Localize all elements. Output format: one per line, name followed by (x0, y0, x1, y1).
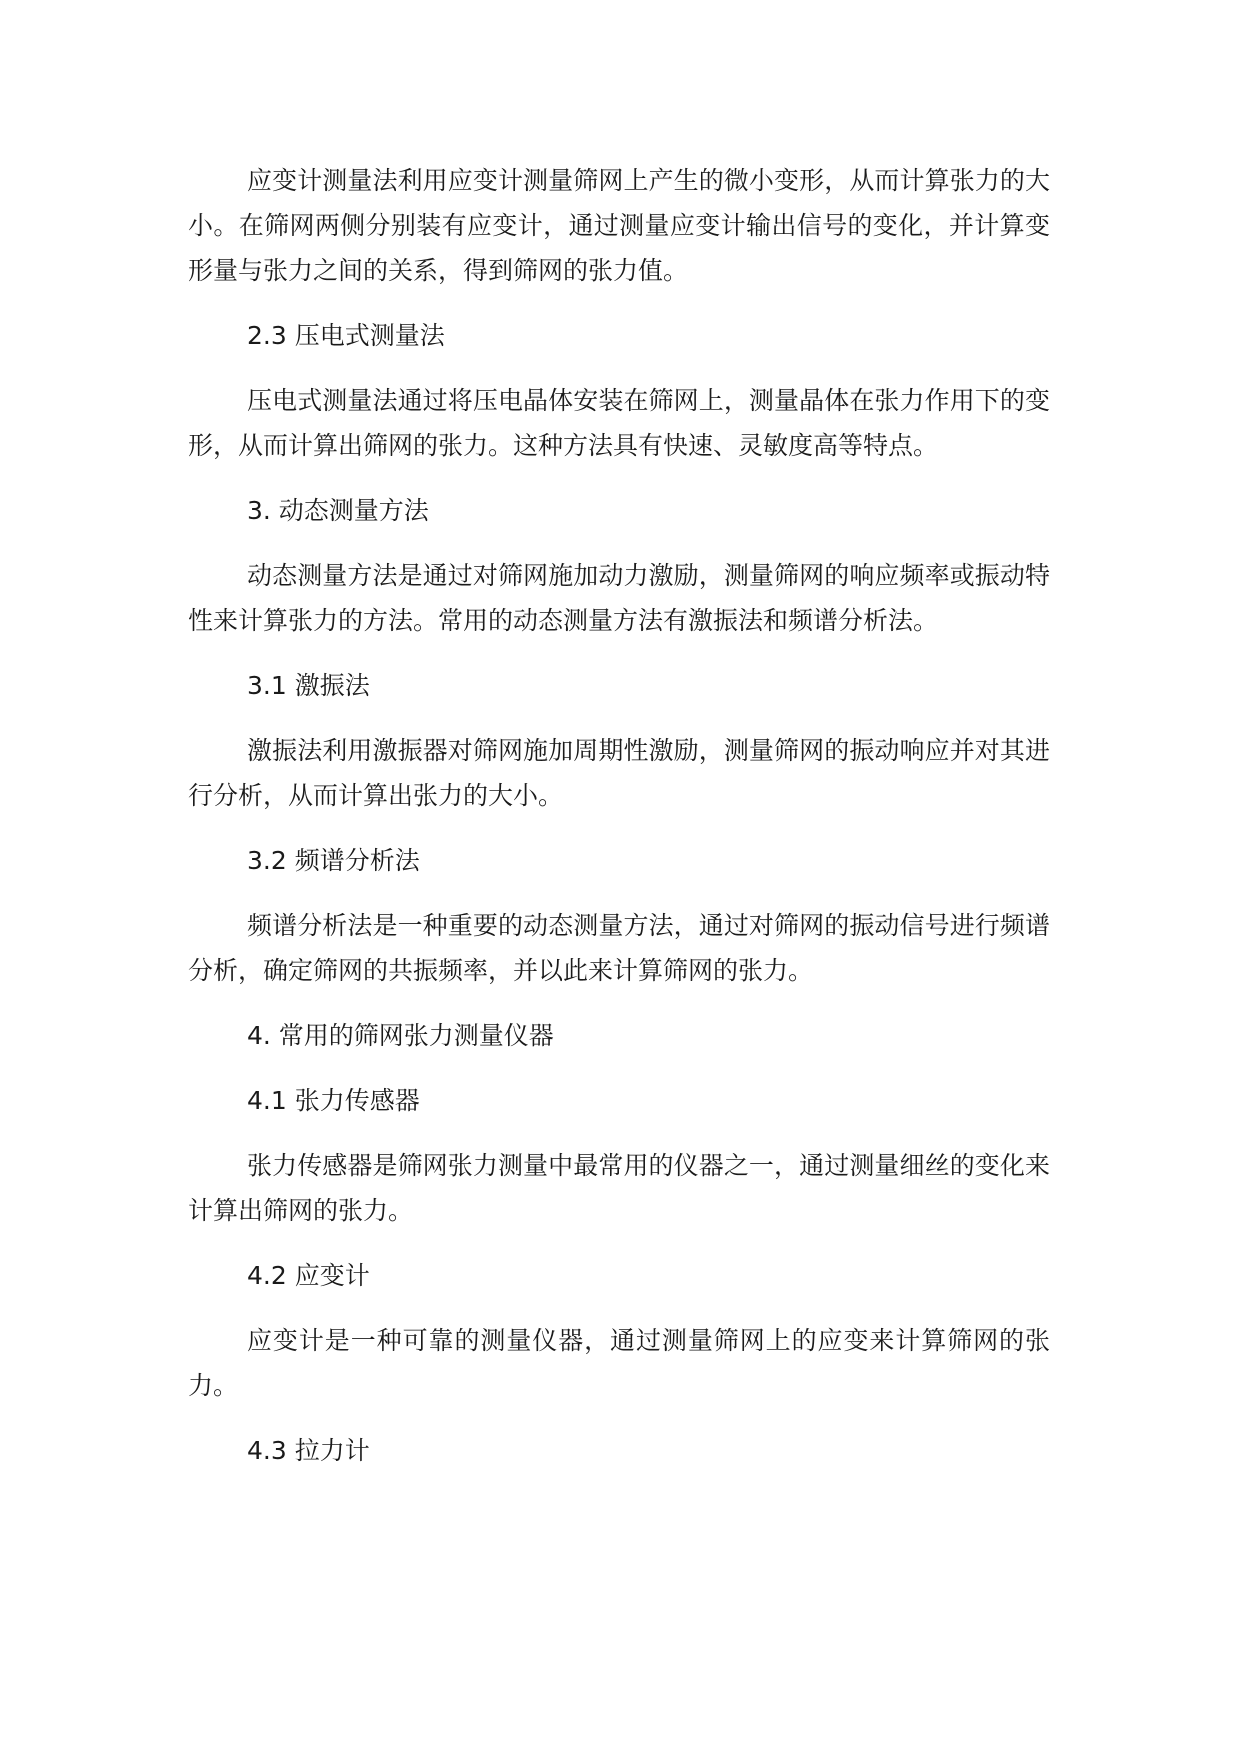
heading-3-2: 3.2 频谱分析法 (247, 846, 420, 875)
heading-4: 4. 常用的筛网张力测量仪器 (247, 1021, 554, 1050)
spacer (188, 643, 1050, 663)
paragraph-excitation-method: 激振法利用激振器对筛网施加周期性激励，测量筛网的振动响应并对其进行分析，从而计算出张力的大小。 (188, 736, 1050, 810)
heading-4-2: 4.2 应变计 (247, 1261, 370, 1290)
document-page (188, 158, 1050, 1473)
spacer (188, 883, 1050, 903)
paragraph-strain-gauge: 应变计是一种可靠的测量仪器，通过测量筛网上的应变来计算筛网的张力。 (188, 1326, 1050, 1400)
heading-4-1: 4.1 张力传感器 (247, 1086, 420, 1115)
spacer (188, 708, 1050, 728)
spacer (188, 1058, 1050, 1078)
spacer (188, 468, 1050, 488)
spacer (188, 293, 1050, 313)
spacer (188, 1298, 1050, 1318)
paragraph-dynamic-method: 动态测量方法是通过对筛网施加动力激励，测量筛网的响应频率或振动特性来计算张力的方法。常用的动态测量方法有激振法和频谱分析法。 (188, 561, 1050, 635)
spacer (188, 1408, 1050, 1428)
heading-3-1: 3.1 激振法 (247, 671, 370, 700)
heading-3: 3. 动态测量方法 (247, 496, 429, 525)
spacer (188, 993, 1050, 1013)
spacer (188, 358, 1050, 378)
spacer (188, 1123, 1050, 1143)
spacer (188, 533, 1050, 553)
heading-4-3: 4.3 拉力计 (247, 1436, 370, 1465)
spacer (188, 1233, 1050, 1253)
paragraph-spectrum-analysis: 频谱分析法是一种重要的动态测量方法，通过对筛网的振动信号进行频谱分析，确定筛网的共振频率，并以此来计算筛网的张力。 (188, 911, 1050, 985)
spacer (188, 818, 1050, 838)
heading-2-3: 2.3 压电式测量法 (247, 321, 445, 350)
paragraph-tension-sensor: 张力传感器是筛网张力测量中最常用的仪器之一，通过测量细丝的变化来计算出筛网的张力。 (188, 1151, 1050, 1225)
paragraph-strain-gauge-method: 应变计测量法利用应变计测量筛网上产生的微小变形，从而计算张力的大小。在筛网两侧分别装有应变计，通过测量应变计输出信号的变化，并计算变形量与张力之间的关系，得到筛网的张力值。 (188, 166, 1050, 285)
paragraph-piezoelectric-method: 压电式测量法通过将压电晶体安装在筛网上，测量晶体在张力作用下的变形，从而计算出筛网的张力。这种方法具有快速、灵敏度高等特点。 (188, 386, 1050, 460)
